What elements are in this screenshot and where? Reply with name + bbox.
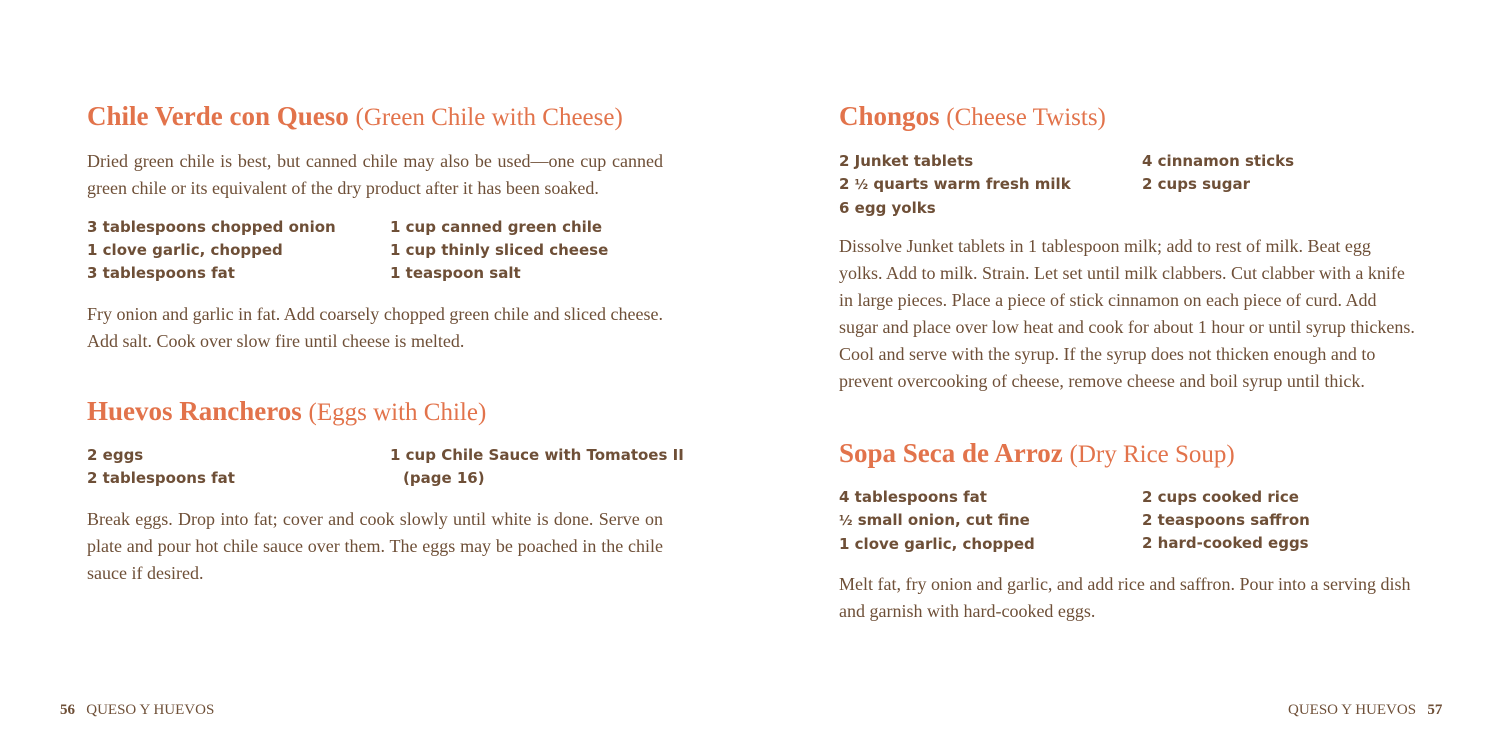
recipe-chongos <box>839 100 1416 395</box>
recipe-title-english: (Green Chile with Cheese) <box>355 104 623 131</box>
recipe-title-spanish: Sopa Seca de Arroz <box>839 438 1063 468</box>
recipe-title <box>87 395 663 429</box>
fraction-half: ½ <box>854 178 869 193</box>
ingredient-column-2 <box>1142 150 1294 196</box>
ingredient-item: 2 Junket tablets <box>839 152 974 170</box>
page-number: 56 <box>60 702 75 718</box>
recipe-directions: Melt fat, fry onion and garlic, and add rice and saffron. Pour into a serving dish and garnish with hard-cooked eggs. <box>839 574 1411 621</box>
recipe-title <box>839 100 1416 134</box>
recipe-directions: Fry onion and garlic in fat. Add coarsely chopped green chile and sliced cheese. Add salt. Cook over slow fire until cheese is melted. <box>87 304 663 351</box>
recipe-title-english: (Dry Rice Soup) <box>1069 441 1235 468</box>
ingredient-item: 2 cups sugar <box>1142 175 1250 193</box>
recipe-title-english: (Eggs with Chile) <box>308 399 487 426</box>
recipe-title-spanish: Huevos Rancheros <box>87 396 302 426</box>
recipe-directions: Break eggs. Drop into fat; cover and cook slowly until white is done. Serve on plate and pour hot chile sauce over them. The eggs may be poached in the chile sauce if desired. <box>87 509 663 583</box>
ingredient-item: 1 cup canned green chile <box>390 218 603 236</box>
ingredient-item: 2 hard-cooked eggs <box>1142 534 1309 552</box>
ingredient-item: 1 clove garlic, chopped <box>839 535 1035 553</box>
recipe-huevos-rancheros <box>87 395 684 587</box>
ingredient-item: 1 cup Chile Sauce with Tomatoes II <box>390 446 684 464</box>
ingredient-item: 1 clove garlic, chopped <box>87 241 283 259</box>
page-footer <box>60 700 214 720</box>
ingredient-item: 3 tablespoons chopped onion <box>87 218 336 236</box>
ingredient-list <box>87 216 663 285</box>
ingredient-item: 4 tablespoons fat <box>839 488 987 506</box>
recipe-intro: Dried green chile is best, but canned chile may also be used—one cup canned green chile or its equivalent of the dry product after it has been soaked. <box>87 151 663 198</box>
ingredient-text: quarts warm fresh milk <box>873 175 1071 193</box>
ingredient-column-1 <box>839 486 1035 556</box>
ingredient-list <box>839 150 1416 219</box>
ingredient-list <box>839 486 1416 555</box>
ingredient-item: 4 cinnamon sticks <box>1142 152 1295 170</box>
ingredient-column-1 <box>839 150 1071 220</box>
ingredient-column-2 <box>390 216 608 285</box>
running-section-title: QUESO Y HUEVOS <box>86 702 215 718</box>
recipe-chile-verde <box>87 100 663 355</box>
ingredient-item: 2 eggs <box>87 446 144 464</box>
ingredient-item: 2 teaspoons saffron <box>1142 511 1310 529</box>
ingredient-column-1 <box>87 216 336 285</box>
ingredient-item: 1 teaspoon salt <box>390 264 521 282</box>
ingredient-column-1 <box>87 444 235 490</box>
ingredient-item: 1 cup thinly sliced cheese <box>390 241 609 259</box>
right-page <box>750 0 1500 750</box>
recipe-title <box>839 437 1416 471</box>
ingredient-column-2 <box>1142 486 1310 555</box>
ingredient-item-continuation: (page 16) <box>403 469 485 487</box>
ingredient-quantity: 2 <box>839 175 850 193</box>
ingredient-item: 6 egg yolks <box>839 199 936 217</box>
recipe-title-english: (Cheese Twists) <box>946 104 1106 131</box>
ingredient-column-2 <box>390 444 684 490</box>
ingredient-text: small onion, cut fine <box>857 511 1030 529</box>
recipe-title-spanish: Chongos <box>839 101 940 131</box>
recipe-sopa-seca <box>839 437 1416 625</box>
fraction-half: ½ <box>839 514 853 529</box>
page-footer <box>1288 700 1442 720</box>
recipe-directions: Dissolve Junket tablets in 1 tablespoon milk; add to rest of milk. Beat egg yolks. Add to milk. Strain. Let set until milk clabbers. Cut clabber with a knife in large pieces. Place a piece of stick cinnamon on each piece of curd. Add sugar and place over low heat and cook for about 1 hour or until syrup thickens. Cool and serve with the syrup. If the syrup does not thicken enough and to prevent overcooking of cheese, remove cheese and boil syrup until thick. <box>839 236 1415 391</box>
ingredient-item <box>839 173 1071 197</box>
recipe-title-spanish: Chile Verde con Queso <box>87 101 349 131</box>
ingredient-item: 3 tablespoons fat <box>87 264 235 282</box>
recipe-title <box>87 100 663 134</box>
ingredient-item: 2 tablespoons fat <box>87 469 235 487</box>
page-number: 57 <box>1427 702 1443 718</box>
ingredient-list <box>87 444 684 490</box>
ingredient-item <box>839 509 1035 533</box>
ingredient-item: 2 cups cooked rice <box>1142 488 1299 506</box>
running-section-title: QUESO Y HUEVOS <box>1288 702 1417 718</box>
